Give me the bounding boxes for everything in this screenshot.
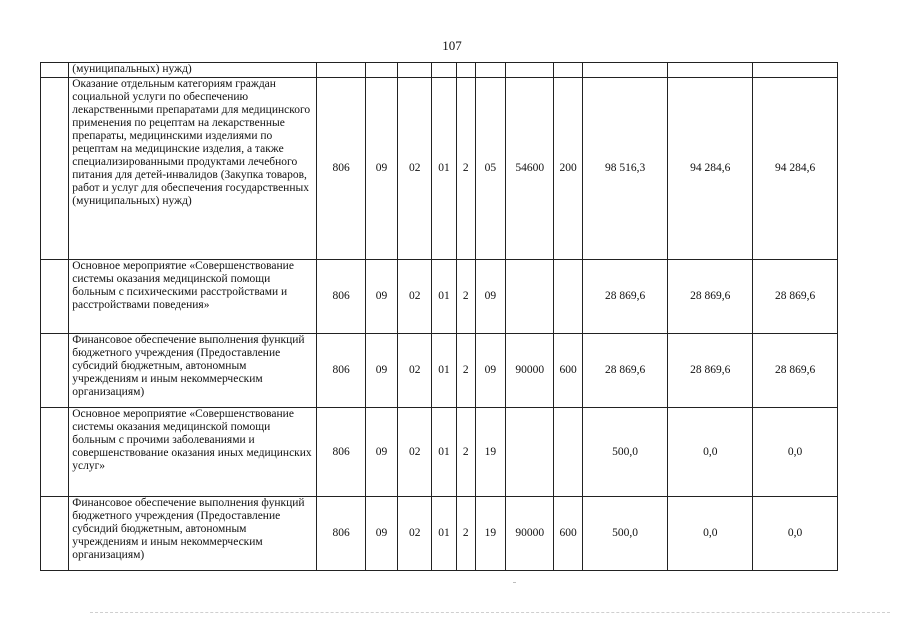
table-row bbox=[41, 334, 838, 408]
amount-2-cell: 94 284,6 bbox=[668, 78, 753, 260]
event-code-cell: 19 bbox=[475, 497, 505, 571]
table-row bbox=[41, 78, 838, 260]
event-code-cell: 09 bbox=[475, 260, 505, 334]
subsection-code-cell: 02 bbox=[398, 408, 432, 497]
table-row bbox=[41, 497, 838, 571]
program-code-cell: 01 bbox=[432, 78, 456, 260]
direction-code-cell: 54600 bbox=[506, 78, 554, 260]
row-number-cell bbox=[41, 334, 69, 408]
subsection-code-cell bbox=[398, 63, 432, 78]
expense-type-code-cell: 600 bbox=[554, 497, 582, 571]
expense-type-code-cell bbox=[554, 408, 582, 497]
direction-code-cell: 90000 bbox=[506, 497, 554, 571]
program-code-cell: 01 bbox=[432, 260, 456, 334]
ministry-code-cell: 806 bbox=[317, 260, 365, 334]
amount-3-cell: 0,0 bbox=[753, 497, 838, 571]
subsection-code-cell: 02 bbox=[398, 497, 432, 571]
table-row bbox=[41, 63, 838, 78]
event-code-cell: 09 bbox=[475, 334, 505, 408]
subprogram-code-cell: 2 bbox=[456, 408, 475, 497]
amount-3-cell: 0,0 bbox=[753, 408, 838, 497]
amount-1-cell: 98 516,3 bbox=[582, 78, 668, 260]
table-row bbox=[41, 260, 838, 334]
row-number-cell bbox=[41, 408, 69, 497]
amount-3-cell: 94 284,6 bbox=[753, 78, 838, 260]
amount-1-cell: 500,0 bbox=[582, 497, 668, 571]
amount-3-cell: 28 869,6 bbox=[753, 260, 838, 334]
amount-2-cell: 0,0 bbox=[668, 408, 753, 497]
event-code-cell bbox=[475, 63, 505, 78]
program-code-cell: 01 bbox=[432, 408, 456, 497]
event-code-cell: 05 bbox=[475, 78, 505, 260]
expense-type-code-cell: 200 bbox=[554, 78, 582, 260]
program-code-cell bbox=[432, 63, 456, 78]
section-code-cell: 09 bbox=[365, 408, 397, 497]
direction-code-cell bbox=[506, 260, 554, 334]
row-number-cell bbox=[41, 260, 69, 334]
subsection-code-cell: 02 bbox=[398, 78, 432, 260]
ministry-code-cell bbox=[317, 63, 365, 78]
description-cell: Финансовое обеспечение выполнения функций бюджетного учреждения (Предоставление субсидий бюджетным, автономным учреждениям и иным некоммерческим организациям) bbox=[69, 497, 317, 571]
direction-code-cell bbox=[506, 63, 554, 78]
amount-1-cell: 28 869,6 bbox=[582, 260, 668, 334]
direction-code-cell: 90000 bbox=[506, 334, 554, 408]
section-code-cell bbox=[365, 63, 397, 78]
ministry-code-cell: 806 bbox=[317, 408, 365, 497]
page-bottom-rule bbox=[90, 612, 890, 613]
program-code-cell: 01 bbox=[432, 497, 456, 571]
subsection-code-cell: 02 bbox=[398, 260, 432, 334]
scan-speck bbox=[513, 582, 516, 583]
expense-type-code-cell: 600 bbox=[554, 334, 582, 408]
section-code-cell: 09 bbox=[365, 78, 397, 260]
amount-3-cell: 28 869,6 bbox=[753, 334, 838, 408]
subprogram-code-cell bbox=[456, 63, 475, 78]
direction-code-cell bbox=[506, 408, 554, 497]
amount-2-cell: 0,0 bbox=[668, 497, 753, 571]
row-number-cell bbox=[41, 497, 69, 571]
description-cell: Основное мероприятие «Совершенствование системы оказания медицинской помощи больным с психическими расстройствами и расстройствами поведения» bbox=[69, 260, 317, 334]
description-cell: Основное мероприятие «Совершенствование системы оказания медицинской помощи больным с прочими заболеваниями и совершенствование оказания иных медицинских услуг» bbox=[69, 408, 317, 497]
event-code-cell: 19 bbox=[475, 408, 505, 497]
ministry-code-cell: 806 bbox=[317, 334, 365, 408]
subprogram-code-cell: 2 bbox=[456, 78, 475, 260]
subprogram-code-cell: 2 bbox=[456, 334, 475, 408]
table-row bbox=[41, 408, 838, 497]
program-code-cell: 01 bbox=[432, 334, 456, 408]
section-code-cell: 09 bbox=[365, 334, 397, 408]
amount-2-cell bbox=[668, 63, 753, 78]
amount-1-cell: 28 869,6 bbox=[582, 334, 668, 408]
description-cell: (муниципальных) нужд) bbox=[69, 63, 317, 78]
subprogram-code-cell: 2 bbox=[456, 497, 475, 571]
expense-type-code-cell bbox=[554, 63, 582, 78]
subsection-code-cell: 02 bbox=[398, 334, 432, 408]
description-cell: Оказание отдельным категориям граждан социальной услуги по обеспечению лекарственными препаратами для медицинского применения по рецептам на лекарственные препараты, медицинскими изделиями по рецептам на медицинские изделия, а также специализированными продуктами лечебного питания для детей-инвалидов (Закупка товаров, работ и услуг для обеспечения государственных (муниципальных) нужд) bbox=[69, 78, 317, 260]
subprogram-code-cell: 2 bbox=[456, 260, 475, 334]
section-code-cell: 09 bbox=[365, 497, 397, 571]
amount-1-cell: 500,0 bbox=[582, 408, 668, 497]
description-cell: Финансовое обеспечение выполнения функций бюджетного учреждения (Предоставление субсидий бюджетным, автономным учреждениям и иным некоммерческим организациям) bbox=[69, 334, 317, 408]
ministry-code-cell: 806 bbox=[317, 78, 365, 260]
page-number: 107 bbox=[442, 38, 462, 53]
expense-type-code-cell bbox=[554, 260, 582, 334]
ministry-code-cell: 806 bbox=[317, 497, 365, 571]
row-number-cell bbox=[41, 63, 69, 78]
amount-3-cell bbox=[753, 63, 838, 78]
section-code-cell: 09 bbox=[365, 260, 397, 334]
amount-2-cell: 28 869,6 bbox=[668, 260, 753, 334]
budget-table bbox=[40, 62, 838, 571]
row-number-cell bbox=[41, 78, 69, 260]
amount-2-cell: 28 869,6 bbox=[668, 334, 753, 408]
amount-1-cell bbox=[582, 63, 668, 78]
